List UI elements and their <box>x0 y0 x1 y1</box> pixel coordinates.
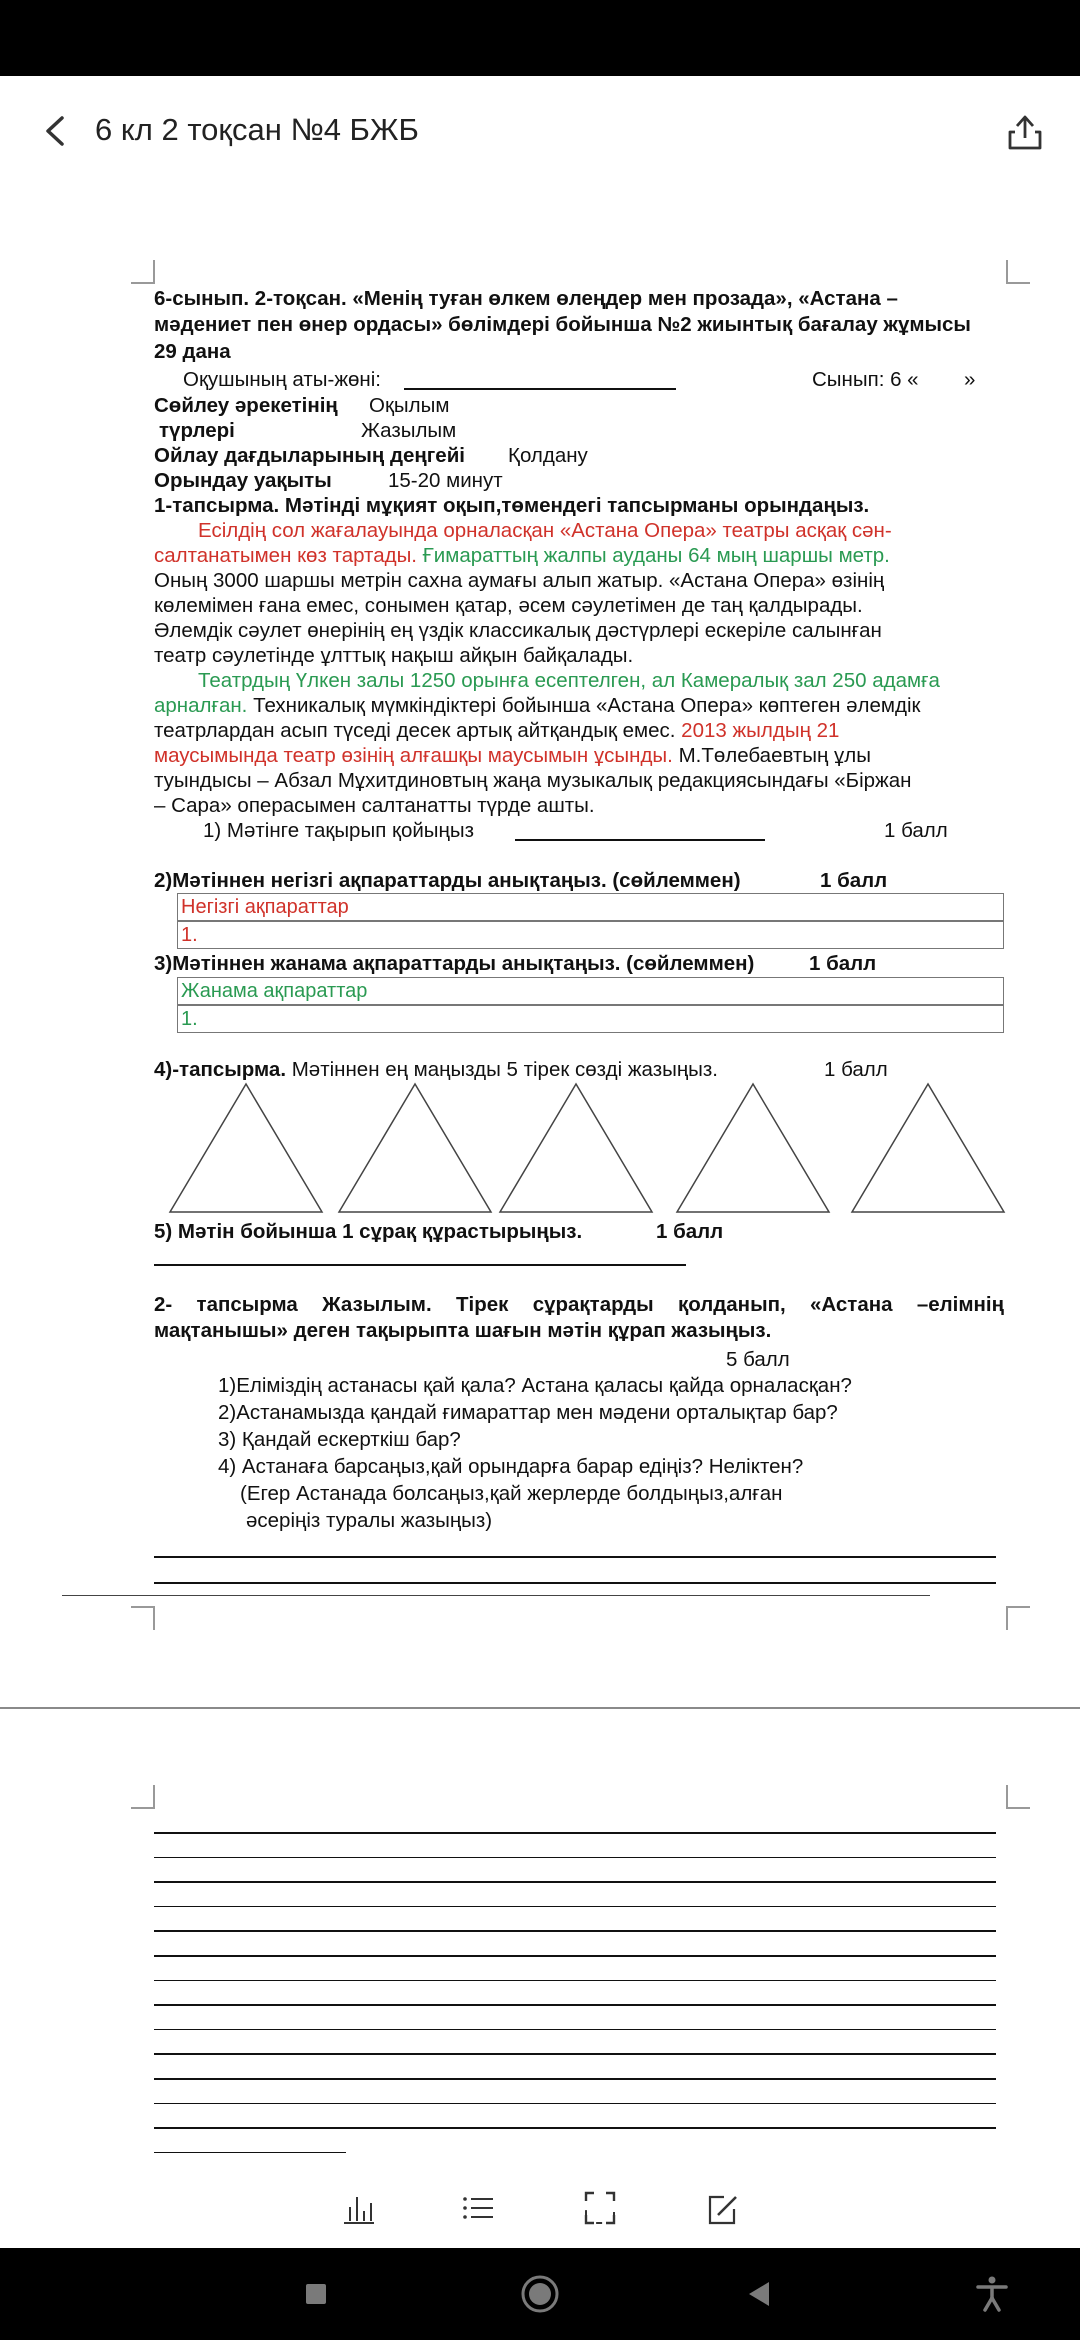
secondary-info-table-row[interactable]: 1. <box>177 1005 1004 1033</box>
doc-heading-line: мәдениет пен өнер ордасы» бөлімдері бойынша №2 жиынтық бағалау жұмысы <box>154 313 971 336</box>
paragraph-segment: 2013 жылдың 21 <box>675 719 840 742</box>
back-arrow-icon <box>38 108 78 154</box>
task2-heading <box>154 1292 1004 1317</box>
keyword-triangle-3[interactable] <box>498 1082 654 1214</box>
back-icon <box>735 2270 783 2318</box>
paragraph-segment: М.Төлебаевтың ұлы <box>672 744 871 767</box>
question-4-points: 1 балл <box>824 1058 888 1081</box>
document-title: 6 кл 2 тоқсан №4 БЖБ <box>95 112 419 147</box>
chart-icon <box>336 2185 380 2229</box>
answer-line <box>154 1582 996 1584</box>
thinking-level-label: Ойлау дағдыларының деңгейі <box>154 444 465 467</box>
main-info-table-row[interactable]: 1. <box>177 921 1004 949</box>
chart-button[interactable] <box>336 2185 380 2229</box>
writing-value: Жазылым <box>361 419 457 442</box>
task2-question: әсеріңіз туралы жазыңыз) <box>246 1509 493 1532</box>
page-corner-mark <box>1006 1785 1030 1809</box>
question-4-text: Мәтіннен ең маңызды 5 тірек сөзді жазыңыз. <box>286 1058 719 1081</box>
document-page-2 <box>0 1709 1080 2185</box>
paragraph-line: туындысы – Абзал Мұхитдиновтың жаңа музыкалық редакциясындағы «Біржан <box>154 769 912 792</box>
paragraph-line <box>154 743 871 768</box>
answer-line <box>154 1881 996 1883</box>
paragraph-line: Театрдың Үлкен залы 1250 орынға есептелген, ал Камералық зал 250 адамға <box>198 669 940 692</box>
class-label: Сынып: 6 « <box>812 368 919 391</box>
question-1-points: 1 балл <box>884 819 948 842</box>
answer-line <box>154 1980 996 1982</box>
back-button[interactable] <box>38 108 78 154</box>
paragraph-line <box>154 543 890 568</box>
question-1: 1) Мәтінге тақырып қойыңыз <box>203 819 474 842</box>
paragraph-line: – Сара» операсымен салтанатты түрде ашты. <box>154 794 595 817</box>
fullscreen-icon <box>578 2185 622 2229</box>
answer-line <box>154 1857 996 1859</box>
paragraph-segment: театрлардан асып түседі десек артық айтқандық емес. <box>154 719 676 742</box>
answer-line <box>154 1264 686 1266</box>
answer-line <box>62 1595 930 1596</box>
time-label: Орындау уақыты <box>154 469 332 492</box>
task1-heading: 1-тапсырма. Мәтінді мұқият оқып,төмендегі тапсырманы орындаңыз. <box>154 494 870 517</box>
answer-line <box>154 2103 996 2105</box>
task2-heading-line: 2- тапсырма Жазылым. Тірек сұрақтарды қолданып, «Астана –елімнің <box>154 1293 1004 1316</box>
accessibility-icon <box>968 2270 1016 2318</box>
reading-value: Оқылым <box>369 394 450 417</box>
paragraph-segment: маусымында театр өзінің алғашқы маусымын ұсынды. <box>154 744 673 767</box>
secondary-info-table-header: Жанама ақпараттар <box>177 977 1004 1005</box>
answer-line <box>154 1955 996 1957</box>
paragraph-line: көлемімен ғана емес, сонымен қатар, әсем сәулетімен де таң қалдырады. <box>154 594 863 617</box>
page-corner-mark <box>1006 260 1030 284</box>
paragraph-segment: салтанатымен көз тартады. <box>154 544 418 567</box>
student-name-line <box>404 388 676 390</box>
main-info-table-header: Негізгі ақпараттар <box>177 893 1004 921</box>
home-icon <box>516 2270 564 2318</box>
question-4-label: 4)-тапсырма. <box>154 1058 287 1081</box>
recent-apps-button[interactable] <box>292 2270 340 2318</box>
accessibility-button[interactable] <box>968 2270 1016 2318</box>
question-5-points: 1 балл <box>656 1220 724 1243</box>
keyword-triangle-5[interactable] <box>850 1082 1006 1214</box>
edit-icon <box>700 2185 744 2229</box>
page-corner-mark <box>1006 1606 1030 1630</box>
paragraph-line: театр сәулетінде ұлттық нақыш айқын байқалады. <box>154 644 634 667</box>
answer-line <box>154 2053 996 2055</box>
task2-question: 3) Қандай ескерткіш бар? <box>218 1428 461 1451</box>
system-back-button[interactable] <box>735 2270 783 2318</box>
speech-activity-label: Сөйлеу әрекетінің <box>154 394 338 417</box>
list-icon <box>456 2185 500 2229</box>
recent-apps-icon <box>292 2270 340 2318</box>
question-4 <box>154 1057 718 1082</box>
time-value: 15-20 минут <box>388 469 503 492</box>
document-toolbar <box>0 2185 1080 2245</box>
task2-points: 5 балл <box>726 1348 790 1371</box>
task2-heading-line: мақтанышы» деген тақырыпта шағын мәтін құрап жазыңыз. <box>154 1319 772 1342</box>
share-icon <box>1004 108 1046 154</box>
paragraph-segment: арналған. <box>154 694 248 717</box>
paragraph-line <box>154 718 839 743</box>
system-navigation-bar <box>0 2248 1080 2340</box>
answer-line <box>154 1906 996 1908</box>
question-2-points: 1 балл <box>820 869 888 892</box>
doc-heading-line: 6-сынып. 2-тоқсан. «Менің туған өлкем өлеңдер мен прозада», «Астана – <box>154 287 898 310</box>
thinking-level-value: Қолдану <box>508 444 588 467</box>
task2-question: 2)Астанамызда қандай ғимараттар мен мәдени орталықтар бар? <box>218 1401 838 1424</box>
keyword-triangle-1[interactable] <box>168 1082 324 1214</box>
speech-activity-label2: түрлері <box>159 419 235 442</box>
page-corner-mark <box>131 260 155 284</box>
home-button[interactable] <box>516 2270 564 2318</box>
student-name-label: Оқушының аты-жөні: <box>183 368 382 391</box>
task2-question: 1)Еліміздің астанасы қай қала? Астана қаласы қайда орналасқан? <box>218 1374 852 1397</box>
keyword-triangle-4[interactable] <box>675 1082 831 1214</box>
paragraph-line: Есілдің сол жағалауында орналасқан «Астана Опера» театры асқақ сән- <box>198 519 892 542</box>
question-2: 2)Мәтіннен негізгі ақпараттарды анықтаңыз. (сөйлеммен) <box>154 869 741 892</box>
paragraph-line: Әлемдік сәулет өнерінің ең үздік классикалық дәстүрлері ескеріле салынған <box>154 619 882 642</box>
question-3: 3)Мәтіннен жанама ақпараттарды анықтаңыз. (сөйлеммен) <box>154 952 755 975</box>
answer-line <box>154 2004 996 2006</box>
edit-button[interactable] <box>700 2185 744 2229</box>
status-bar <box>0 0 1080 76</box>
keyword-triangle-2[interactable] <box>337 1082 493 1214</box>
answer-line <box>154 2029 996 2031</box>
class-close: » <box>964 368 976 391</box>
answer-line <box>154 1930 996 1932</box>
answer-line <box>515 839 765 841</box>
answer-line <box>154 1556 996 1558</box>
answer-line <box>154 2152 346 2154</box>
answer-line <box>154 2127 996 2129</box>
fullscreen-button[interactable] <box>578 2185 622 2229</box>
paragraph-segment: Ғимараттың жалпы ауданы 64 мың шаршы метр. <box>417 544 890 567</box>
question-5: 5) Мәтін бойынша 1 сұрақ құрастырыңыз. <box>154 1220 583 1243</box>
answer-line <box>154 2078 996 2080</box>
paragraph-line <box>154 693 920 718</box>
share-button[interactable] <box>1004 108 1046 154</box>
paragraph-segment: Техникалық мүмкіндіктері бойынша «Астана Опера» көптеген әлемдік <box>247 694 921 717</box>
doc-heading-line: 29 дана <box>154 340 231 363</box>
answer-line <box>154 1832 996 1834</box>
task2-question: 4) Астанаға барсаңыз,қай орындарға барар едіңіз? Неліктен? <box>218 1455 804 1478</box>
task2-question: (Егер Астанада болсаңыз,қай жерлерде болдыңыз,алған <box>240 1482 783 1505</box>
page-corner-mark <box>131 1606 155 1630</box>
page-corner-mark <box>131 1785 155 1809</box>
question-3-points: 1 балл <box>809 952 877 975</box>
list-button[interactable] <box>456 2185 500 2229</box>
paragraph-line: Оның 3000 шаршы метрін сахна аумағы алып жатыр. «Астана Опера» өзінің <box>154 569 885 592</box>
